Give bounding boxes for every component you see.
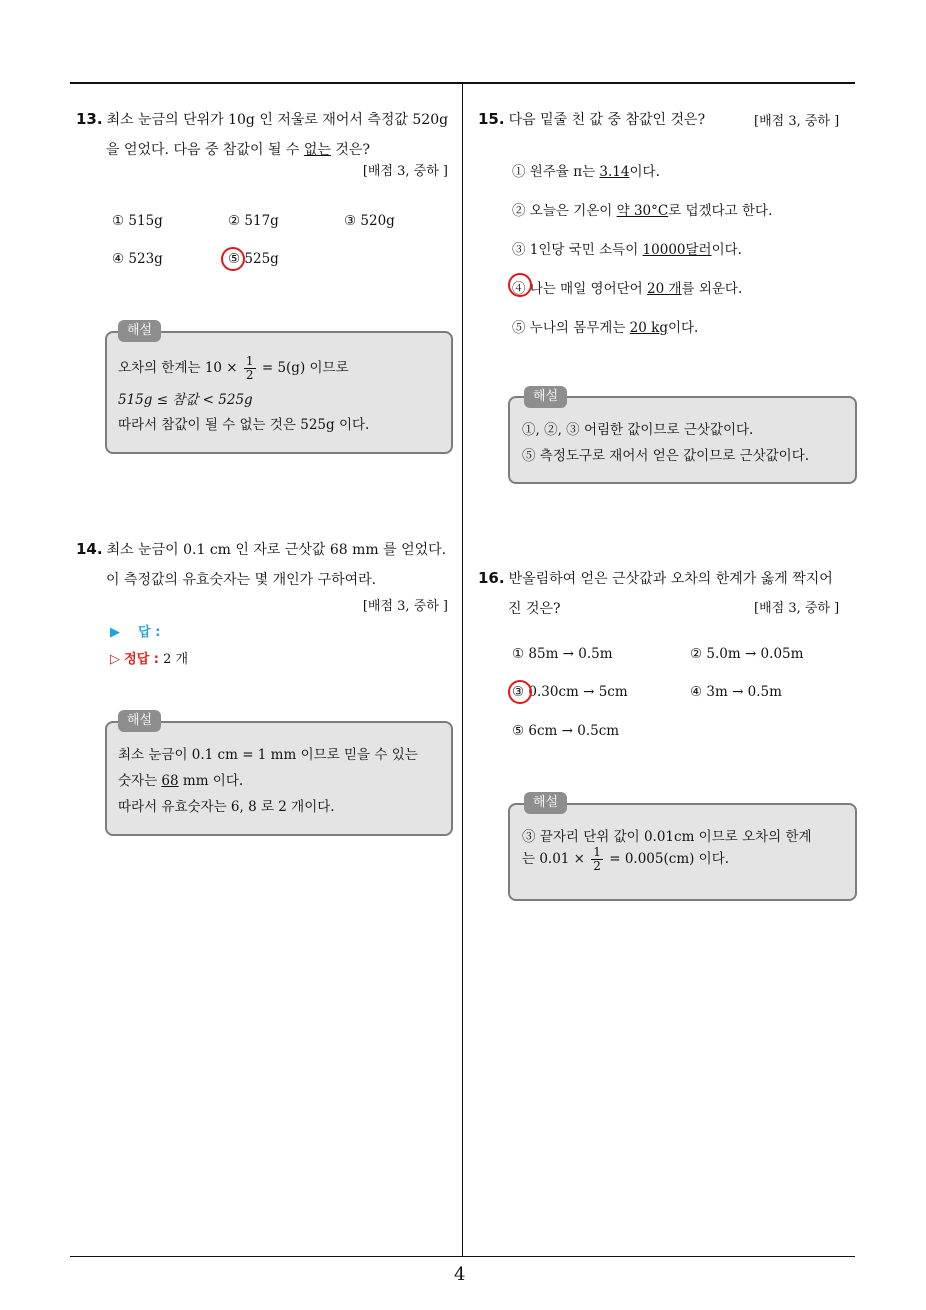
q15-opt3-pre: ③ 1인당 국민 소득이 (512, 242, 643, 258)
q15-opt5-u: 20 kg (629, 320, 668, 336)
q13-answer-mark (221, 247, 245, 271)
question-16-line2: 진 것은? (508, 601, 561, 617)
q13-option-2[interactable]: ② 517g (228, 213, 279, 229)
question-16-number: 16. (478, 569, 505, 587)
q15-opt2-u: 약 30°C (616, 203, 669, 219)
q14-explanation-line2 (118, 769, 243, 789)
q14-exp2b: mm 이다. (178, 773, 244, 789)
q13-frac-num: 1 (245, 354, 254, 368)
q16-option-5[interactable]: ⑤ 6cm → 0.5cm (512, 723, 620, 739)
q14-explanation-tag: 해설 (118, 710, 161, 732)
q15-opt1-pre: ① 원주율 π는 (512, 164, 600, 180)
q14-explanation-line1: 최소 눈금이 0.1 cm = 1 mm 이므로 믿을 수 있는 (118, 747, 418, 763)
q15-opt2-pre: ② 오늘은 기온이 (512, 203, 617, 219)
q15-opt1-u: 3.14 (599, 164, 630, 180)
q15-option-1[interactable] (512, 160, 660, 180)
q14-correct-label: 정답 : (124, 652, 159, 667)
q16-explanation-line2 (522, 846, 729, 873)
question-16-meta: [배점 3, 중하 ] (754, 601, 840, 616)
q13-explanation-tag: 해설 (118, 320, 161, 342)
question-15-meta: [배점 3, 중하 ] (754, 114, 840, 129)
question-13-line1 (76, 104, 458, 135)
q15-explanation-line1: ①, ②, ③ 어림한 값이므로 근삿값이다. (522, 422, 754, 438)
q15-opt3-u: 10000달러 (642, 242, 712, 258)
q15-option-2[interactable] (512, 199, 772, 219)
question-13 (76, 104, 458, 165)
q15-explanation-tag: 해설 (524, 386, 567, 408)
question-13-number: 13. (76, 110, 103, 128)
q14-exp2-underlined: 68 (161, 773, 179, 789)
q15-opt3-post: 이다. (711, 242, 742, 258)
q15-opt4-post: 를 외운다. (681, 281, 743, 297)
q13-explanation-line2: 515g ≤ 참값 < 525g (118, 392, 253, 408)
q15-answer-mark (508, 273, 532, 297)
q15-option-4[interactable] (512, 277, 742, 297)
question-13-meta: [배점 3, 중하 ] (362, 164, 448, 179)
q13-exp1a: 오차의 한계는 10 × (118, 360, 238, 376)
question-15-number: 15. (478, 110, 505, 128)
q13-explanation-line3: 따라서 참값이 될 수 없는 것은 525g 이다. (118, 417, 370, 433)
q13-frac-den: 2 (245, 368, 254, 382)
q16-option-1[interactable]: ① 85m → 0.5m (512, 646, 613, 662)
question-16-line1 (478, 563, 860, 594)
q15-opt5-post: 이다. (667, 320, 699, 336)
q16-frac-num: 1 (593, 845, 601, 859)
q14-correct-row (110, 648, 188, 667)
q15-opt4-u: 20 개 (647, 281, 682, 297)
question-14-meta: [배점 3, 중하 ] (362, 599, 448, 614)
q13-option-3[interactable]: ③ 520g (344, 213, 395, 229)
q14-exp2a: 숫자는 (118, 773, 162, 789)
question-14-line1 (76, 534, 458, 565)
q16-answer-mark (508, 680, 532, 704)
q16-explanation-tag: 해설 (524, 792, 567, 814)
question-15-text: 다음 밑줄 친 값 중 참값인 것은? (508, 112, 706, 128)
bottom-rule (70, 1256, 855, 1257)
q16-explanation-line1: ③ 끝자리 단위 값이 0.01cm 이므로 오차의 한계 (522, 829, 812, 845)
q13-fraction (244, 355, 256, 382)
question-13-underlined: 없는 (303, 142, 331, 158)
q16-frac-den: 2 (593, 859, 601, 873)
question-15 (478, 104, 768, 135)
question-14 (76, 534, 458, 595)
q16-exp2a: 는 0.01 × (522, 851, 585, 867)
q15-opt1-post: 이다. (629, 164, 660, 180)
q14-correct-value: 2 개 (163, 652, 189, 667)
q15-opt4-pre: ④ 나는 매일 영어단어 (512, 281, 647, 297)
q13-explanation-line1 (118, 355, 349, 382)
q15-explanation-box (508, 396, 857, 484)
question-14-text-1: 최소 눈금이 0.1 cm 인 자로 근삿값 68 mm 를 얻었다. (106, 542, 447, 558)
q14-explanation-line3: 따라서 유효숫자는 6, 8 로 2 개이다. (118, 799, 335, 815)
q13-option-4[interactable]: ④ 523g (112, 251, 163, 267)
question-13-text-2b: 것은? (330, 142, 370, 158)
question-14-line2: 이 측정값의 유효숫자는 몇 개인가 구하여라. (106, 572, 377, 588)
q16-option-2[interactable]: ② 5.0m → 0.05m (690, 646, 804, 662)
q15-opt2-post: 로 덥겠다고 한다. (668, 203, 773, 219)
q16-option-4[interactable]: ④ 3m → 0.5m (690, 684, 782, 700)
question-13-text-1: 최소 눈금의 단위가 10g 인 저울로 재어서 측정값 520g (106, 112, 449, 128)
q15-opt5-pre: ⑤ 누나의 몸무게는 (512, 320, 630, 336)
q16-fraction (591, 846, 603, 873)
page-number: 4 (454, 1264, 466, 1285)
q13-option-5[interactable]: ⑤ 525g (228, 251, 279, 267)
q15-option-5[interactable] (512, 316, 698, 336)
question-16-text-1: 반올림하여 얻은 근삿값과 오차의 한계가 옳게 짝지어 (508, 571, 833, 587)
correct-arrow-icon: ▷ (110, 652, 120, 667)
q13-option-1[interactable]: ① 515g (112, 213, 163, 229)
q15-explanation-line2: ⑤ 측정도구로 재어서 얻은 값이므로 근삿값이다. (522, 448, 810, 464)
question-13-text-2a: 을 얻었다. 다음 중 참값이 될 수 (106, 142, 304, 158)
q14-answer-label: 답 : (138, 625, 161, 640)
q16-exp2b: = 0.005(cm) 이다. (609, 851, 730, 867)
column-divider (462, 84, 463, 1256)
answer-arrow-icon: ▶ (110, 625, 120, 640)
q14-answer-row (110, 621, 160, 640)
q15-option-3[interactable] (512, 238, 742, 258)
q13-exp1b: = 5(g) 이므로 (261, 360, 349, 376)
q16-option-3[interactable]: ③ 0.30cm → 5cm (512, 684, 628, 700)
question-14-number: 14. (76, 540, 103, 558)
